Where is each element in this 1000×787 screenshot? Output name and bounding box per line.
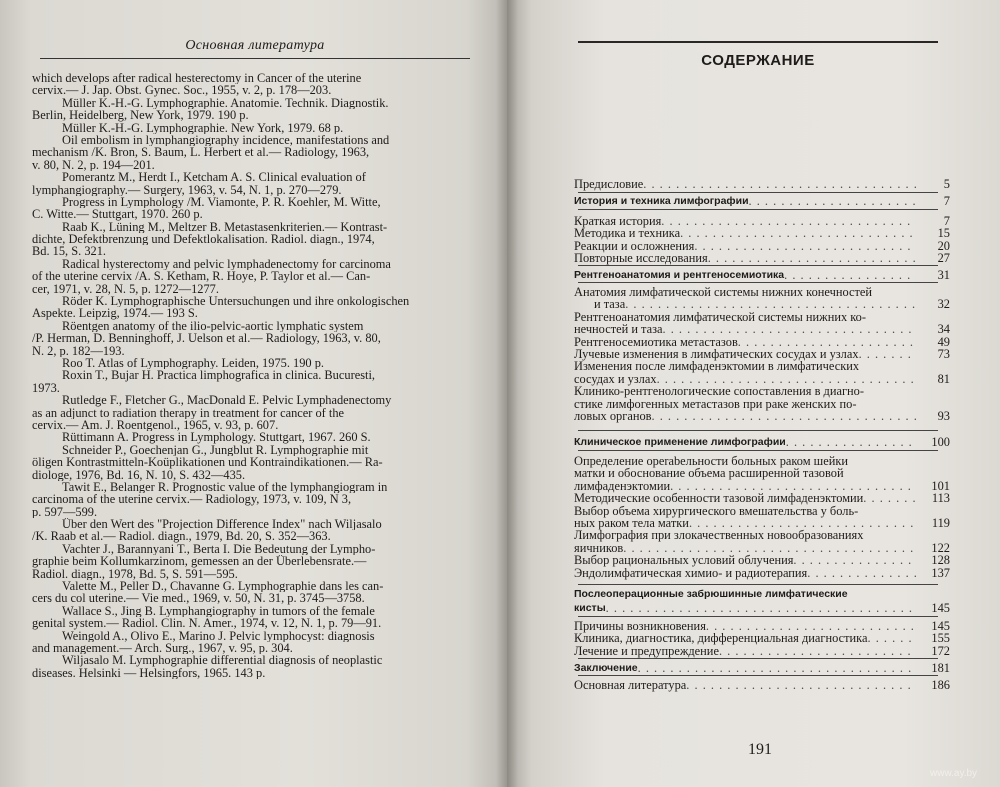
leader-dots — [661, 215, 916, 227]
toc-page: 113 — [931, 491, 950, 506]
toc-page: 101 — [931, 478, 950, 493]
toc-section-roentgen — [574, 269, 950, 281]
toc-section-clinical — [574, 436, 950, 448]
section-rule — [578, 658, 938, 659]
reference-line: cervix.— Am. J. Roentgenol., 1965, v. 93, p. 607. — [32, 418, 279, 432]
toc-page: 145 — [931, 619, 950, 633]
toc-entry-line: стике лимфогенных метастазов при раке женских по- — [574, 396, 857, 411]
reference-line: Roo T. Atlas of Lymphography. Leiden, 1975. 190 p. — [62, 356, 325, 370]
reference-line: cer, 1971, v. 28, N. 5, p. 1272—1277. — [32, 282, 219, 296]
toc-entry-preface — [574, 178, 950, 190]
toc-entry-literature — [574, 679, 950, 691]
section-rule — [578, 430, 938, 431]
toc-page: 81 — [937, 371, 950, 386]
toc-page: 15 — [937, 226, 950, 241]
toc-entry-title: нечностей и таза — [574, 322, 663, 337]
reference-line: of the uterine cervix /A. S. Ketham, R. Hoye, P. Taylor et al.— Can- — [32, 270, 371, 283]
toc-entry-line: Выбор объема хирургического вмешательства у боль- — [574, 503, 859, 518]
toc-page: 155 — [931, 631, 950, 646]
reference-line: Raab K., Lüning M., Meltzer B. Metastasenkriterien.— Kontrast- — [62, 220, 388, 234]
reference-line: mechanism /K. Bron, S. Baum, L. Herbert et al.— Radiology, 1963, — [32, 146, 370, 159]
reference-line: C. Witte.— Stuttgart, 1970. 260 p. — [32, 208, 203, 221]
toc-page: 100 — [931, 435, 950, 449]
reference-line: Wallace S., Jing B. Lymphangiography in tumors of the female — [62, 604, 375, 618]
reference-line: and management.— Arch. Surg., 1967, v. 95, p. 304. — [32, 641, 293, 655]
toc-page: 181 — [931, 661, 950, 675]
reference-line: as an adjunct to radiation therapy in treatment for cancer of the — [32, 406, 345, 419]
watermark: www.ay.by — [930, 768, 978, 779]
section-rule — [578, 209, 938, 210]
leader-dots — [863, 492, 916, 504]
toc-entry-title: Лечение и предупреждение — [574, 643, 719, 658]
toc-entry-line: Рентгеноанатомия лимфатической системы нижних ко- — [574, 309, 866, 324]
leader-dots — [708, 252, 916, 264]
toc-entry-title: Основная литература — [574, 678, 687, 692]
toc-entry-line: Определение operabельности больных раком шейки — [574, 454, 849, 468]
toc-entry-title: Краткая история — [574, 214, 662, 228]
toc-page: 49 — [937, 334, 950, 349]
toc-entry-title: Повторные исследования — [574, 251, 708, 266]
toc-page: 119 — [931, 515, 950, 530]
toc-section-title: Рентгеноанатомия и рентгеносемиотика — [574, 269, 785, 281]
toc-entry-title: ловых органов — [574, 408, 652, 423]
leader-dots — [663, 323, 916, 335]
toc-section-cysts — [574, 588, 950, 615]
toc-page: 7 — [943, 214, 950, 228]
toc-entry-title: ных раком тела матки — [574, 515, 689, 530]
reference-line: carcinoma of the uterine cervix.— Radiology, 1973, v. 109, N 3, — [32, 493, 352, 506]
leader-dots — [638, 662, 916, 674]
toc-entry-title: Предисловие — [574, 177, 644, 191]
reference-line: Oil embolism in lymphangiography incidence, manifestations and — [62, 133, 390, 147]
reference-line: lymphangiography.— Surgery, 1963, v. 54, N. 1, p. 270—279. — [32, 183, 342, 196]
toc-page: 186 — [931, 678, 950, 692]
toc-page: 31 — [937, 268, 950, 282]
reference-line: Radical hysterectomy and pelvic lymphadenectomy for carcinoma — [62, 257, 391, 271]
leader-dots — [652, 410, 917, 422]
toc-page: 34 — [937, 322, 950, 337]
toc-items-cysts — [574, 620, 950, 657]
reference-line: diseases. Helsinki — Helsingfors, 1965. 143 p. — [32, 666, 266, 680]
toc-items-roentgen — [574, 286, 950, 422]
leader-dots — [643, 178, 916, 190]
toc-items-clinical — [574, 455, 950, 579]
toc-entry-title: Методические особенности тазовой лимфаденэктомии — [574, 491, 864, 506]
toc-section-title: Клиническое применение лимфографии — [574, 436, 786, 448]
toc-page: 27 — [937, 251, 950, 266]
toc-section-title: История и техника лимфографии — [574, 195, 749, 207]
toc-entry-line: матки и обоснование объема расширенной тазовой — [574, 466, 844, 481]
reference-line: Schneider P., Goechenjan G., Jungblut R. Lymphographie mit — [62, 443, 369, 457]
toc-entry-conclusion — [574, 662, 950, 674]
toc-items-history — [574, 215, 950, 265]
reference-line: Vachter J., Barannyani T., Berta I. Die Bedeutung der Lympho- — [62, 542, 376, 556]
reference-line: Aspekte. Leipzig, 1974.— 193 S. — [32, 307, 198, 320]
leader-dots — [719, 645, 916, 657]
section-rule — [578, 265, 938, 266]
reference-line: Bd. 15, S. 321. — [32, 245, 107, 258]
reference-line: Valette M., Peller D., Chavanne G. Lymphographie dans les can- — [62, 580, 384, 593]
section-rule — [578, 450, 938, 451]
reference-line: graphie beim Kollumkarzinom, gemessen an der Überlebensrate.— — [32, 555, 367, 568]
toc-section-line: Послеоперационные забрюшинные лимфатические — [574, 588, 848, 600]
reference-line: Über den Wert des "Projection Difference Index" nach Wiljasalo — [62, 518, 382, 531]
toc-entry-title: Клиника, диагностика, дифференциальная диагностика — [574, 631, 868, 646]
toc-page: 128 — [931, 553, 950, 568]
leader-dots — [786, 436, 916, 448]
toc-page: 7 — [943, 194, 950, 208]
toc-page: 32 — [937, 297, 950, 312]
reference-line: which develops after radical hesterectomy in Cancer of the uterine — [32, 72, 362, 85]
leader-dots — [868, 632, 917, 644]
toc-page: 73 — [937, 346, 950, 361]
toc-entry-title: Рентгеносемиотика метастазов — [574, 334, 738, 349]
leader-dots — [694, 240, 916, 252]
leader-dots — [807, 567, 916, 579]
leader-dots — [686, 679, 916, 691]
header-rule — [40, 58, 470, 59]
section-rule — [578, 192, 938, 193]
reference-line: Müller K.-H.-G. Lymphographie. Anatomie. Technik. Diagnostik. — [62, 96, 389, 110]
toc-page: 93 — [937, 408, 950, 423]
reference-line: /K. Raab et al.— Radiol. diagn., 1979, Bd. 20, S. 352—363. — [32, 530, 331, 543]
reference-line: Pomerantz M., Herdt I., Ketcham A. S. Clinical evaluation of — [62, 171, 366, 184]
reference-line: Roxin T., Bujar H. Practica limphografica in clinica. Bucuresti, — [62, 369, 376, 382]
reference-line: öligen Kontrastmitteln-Koüplikationen und Kontraindikationen.— Ra- — [32, 456, 383, 469]
reference-line: diologe, 1976, Bd. 16, N. 10, S. 432—435. — [32, 468, 246, 481]
reference-line: Rüttimann A. Progress in Lymphology. Stuttgart, 1967. 260 S. — [62, 431, 371, 444]
toc-entry-line: Клинико-рентгенологические сопоставления в диагно- — [574, 384, 864, 399]
leader-dots — [606, 602, 916, 614]
section-rule — [578, 675, 938, 676]
section-rule — [578, 616, 938, 617]
page-number: 191 — [748, 741, 772, 758]
toc-entry-title: Методика и техника — [574, 226, 681, 241]
reference-line: Progress in Lymphology /M. Viamonte, P. R. Koehler, M. Witte, — [62, 195, 381, 209]
toc-title: СОДЕРЖАНИЕ — [701, 52, 815, 69]
toc-entry-title: Лучевые изменения в лимфатических сосудах и узлах — [574, 346, 859, 361]
toc-entry-title: Причины возникновения — [574, 619, 706, 633]
reference-line: dichte, Defektbrenzung und Defektlokalisation. Radiol. diagn., 1974, — [32, 233, 375, 246]
reference-line: Tawit E., Belanger R. Prognostic value of the lymphangiogram in — [62, 480, 388, 494]
section-rule — [578, 282, 938, 283]
book-gutter — [496, 0, 518, 787]
toc-entry-line: Анатомия лимфатической системы нижних конечностей — [574, 285, 873, 299]
toc-entry-line: Лимфография при злокачественных новообразованиях — [574, 528, 864, 543]
reference-line: Röder K. Lymphographische Untersuchungen und ihre onkologischen — [62, 295, 410, 308]
toc-section-history — [574, 195, 950, 207]
reference-line: Berlin, Heidelberg, New York, 1979. 190 p. — [32, 109, 249, 122]
top-rule — [578, 41, 938, 43]
reference-line: cers du col uterine.— Vie med., 1969, v. 50, N. 31, p. 3745—3758. — [32, 592, 365, 605]
leader-dots — [793, 554, 916, 566]
toc-page: 122 — [931, 540, 950, 555]
leader-dots — [859, 348, 916, 360]
running-head: Основная литература — [185, 38, 325, 53]
section-rule — [578, 584, 938, 585]
toc-section-title: Заключение — [574, 662, 638, 674]
reference-line: v. 80, N. 2, p. 194—201. — [32, 158, 155, 172]
leader-dots — [784, 269, 916, 281]
toc-entry-line: Изменения после лимфаденэктомии в лимфатических — [574, 359, 860, 374]
toc-entry-title: яичников — [574, 540, 624, 555]
leader-dots — [749, 195, 916, 207]
toc-page: 145 — [931, 601, 950, 616]
reference-line: p. 597—599. — [32, 505, 98, 519]
reference-list — [32, 72, 462, 679]
reference-line: cervix.— J. Jap. Obst. Gynec. Soc., 1955, v. 2, p. 178—203. — [32, 84, 332, 97]
toc-section-title: кисты — [574, 602, 606, 615]
toc-page: 137 — [931, 565, 950, 580]
toc-entry-title: Выбор рациональных условий облучения — [574, 553, 794, 568]
reference-line: genital system.— Radiol. Clin. N. Amer., 1974, v. 12, N. 1, p. 79—91. — [32, 617, 382, 630]
leader-dots — [680, 227, 916, 239]
reference-line: Radiol. diagn., 1978, Bd. 5, S. 591—595. — [32, 567, 238, 581]
toc-entry-title: Эндолимфатическая химио- и радиотерапия — [574, 565, 808, 580]
toc-entry-title: и таза — [594, 297, 626, 312]
reference-line: Wiljasalo M. Lymphographie differential diagnosis of neoplastic — [62, 654, 383, 667]
reference-line: N. 2, p. 182—193. — [32, 344, 125, 357]
toc-entry-title: сосудах и узлах — [574, 371, 657, 386]
reference-line: Weingold A., Olivo E., Marino J. Pelvic lymphocyst: diagnosis — [62, 629, 375, 642]
reference-line: 1973. — [32, 381, 60, 395]
reference-line: Röentgen anatomy of the ilio-pelvic-aortic lymphatic system — [62, 319, 364, 333]
toc-entry-title: Реакции и осложнения — [574, 238, 695, 253]
toc-page: 172 — [931, 643, 950, 658]
toc-entry-title: лимфаденэктомии — [574, 478, 671, 493]
toc-page: 5 — [943, 177, 950, 191]
reference-line: Müller K.-H.-G. Lymphographie. New York, 1979. 68 p. — [62, 121, 344, 134]
toc-page: 20 — [937, 238, 950, 253]
leader-dots — [625, 298, 916, 310]
reference-line: /P. Herman, D. Benninghoff, J. Uelson et al.— Radiology, 1963, v. 80, — [32, 332, 381, 345]
reference-line: Rutledge F., Fletcher G., MacDonald E. Pelvic Lymphadenectomy — [62, 394, 392, 407]
